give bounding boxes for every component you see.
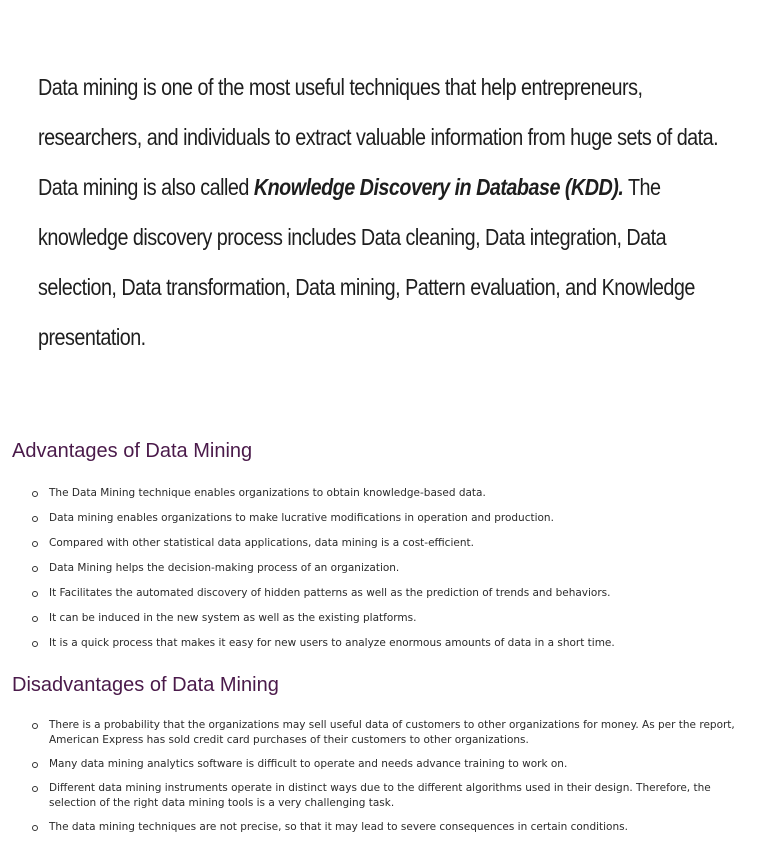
list-item-text: The Data Mining technique enables organizations to obtain knowledge-based data.	[49, 487, 486, 499]
list-item	[30, 820, 758, 835]
list-item	[30, 586, 758, 601]
list-item-text: Data mining enables organizations to make lucrative modifications in operation and production.	[49, 512, 554, 524]
list-item	[30, 561, 758, 576]
list-item	[30, 781, 758, 811]
bullet-icon	[32, 723, 38, 729]
intro-kdd-emphasis: Knowledge Discovery in Database (KDD).	[253, 174, 624, 200]
list-item	[30, 718, 758, 748]
bullet-icon	[32, 825, 38, 831]
bullet-icon	[32, 641, 38, 647]
list-item-text: There is a probability that the organizations may sell useful data of customers to other organizations for money. As per the report, American Express has sold credit card purchases of their customers to other organizations.	[49, 719, 735, 746]
list-item	[30, 511, 758, 526]
intro-paragraph	[38, 62, 726, 362]
advantages-heading: Advantages of Data Mining	[12, 440, 253, 462]
list-item-text: It Facilitates the automated discovery of hidden patterns as well as the prediction of trends and behaviors.	[49, 587, 611, 599]
advantages-list	[30, 486, 758, 661]
list-item	[30, 536, 758, 551]
list-item	[30, 757, 758, 772]
bullet-icon	[32, 762, 38, 768]
intro-text-start: Data mining is one of the most useful techniques that help entrepreneurs, researchers, and individuals to extract valuable information from huge sets of data. Data mining is also called	[38, 74, 719, 200]
bullet-icon	[32, 786, 38, 792]
list-item-text: Compared with other statistical data applications, data mining is a cost-efficient.	[49, 537, 474, 549]
list-item	[30, 636, 758, 651]
list-item	[30, 486, 758, 501]
disadvantages-list	[30, 718, 758, 844]
list-item-text: It is a quick process that makes it easy for new users to analyze enormous amounts of data in a short time.	[49, 637, 615, 649]
disadvantages-heading: Disadvantages of Data Mining	[12, 674, 279, 696]
list-item	[30, 611, 758, 626]
bullet-icon	[32, 616, 38, 622]
list-item-text: Many data mining analytics software is difficult to operate and needs advance training to work on.	[49, 758, 568, 770]
bullet-icon	[32, 566, 38, 572]
list-item-text: Data Mining helps the decision-making process of an organization.	[49, 562, 400, 574]
bullet-icon	[32, 541, 38, 547]
bullet-icon	[32, 516, 38, 522]
bullet-icon	[32, 491, 38, 497]
list-item-text: It can be induced in the new system as well as the existing platforms.	[49, 612, 417, 624]
list-item-text: Different data mining instruments operate in distinct ways due to the different algorithms used in their design. Therefore, the selection of the right data mining tools is a very challenging task.	[49, 782, 711, 809]
bullet-icon	[32, 591, 38, 597]
intro-text-end: The knowledge discovery process includes Data cleaning, Data integration, Data selection, Data transformation, Data mining, Pattern evaluation, and Knowledge presentation.	[38, 174, 695, 350]
list-item-text: The data mining techniques are not precise, so that it may lead to severe consequences in certain conditions.	[49, 821, 628, 833]
